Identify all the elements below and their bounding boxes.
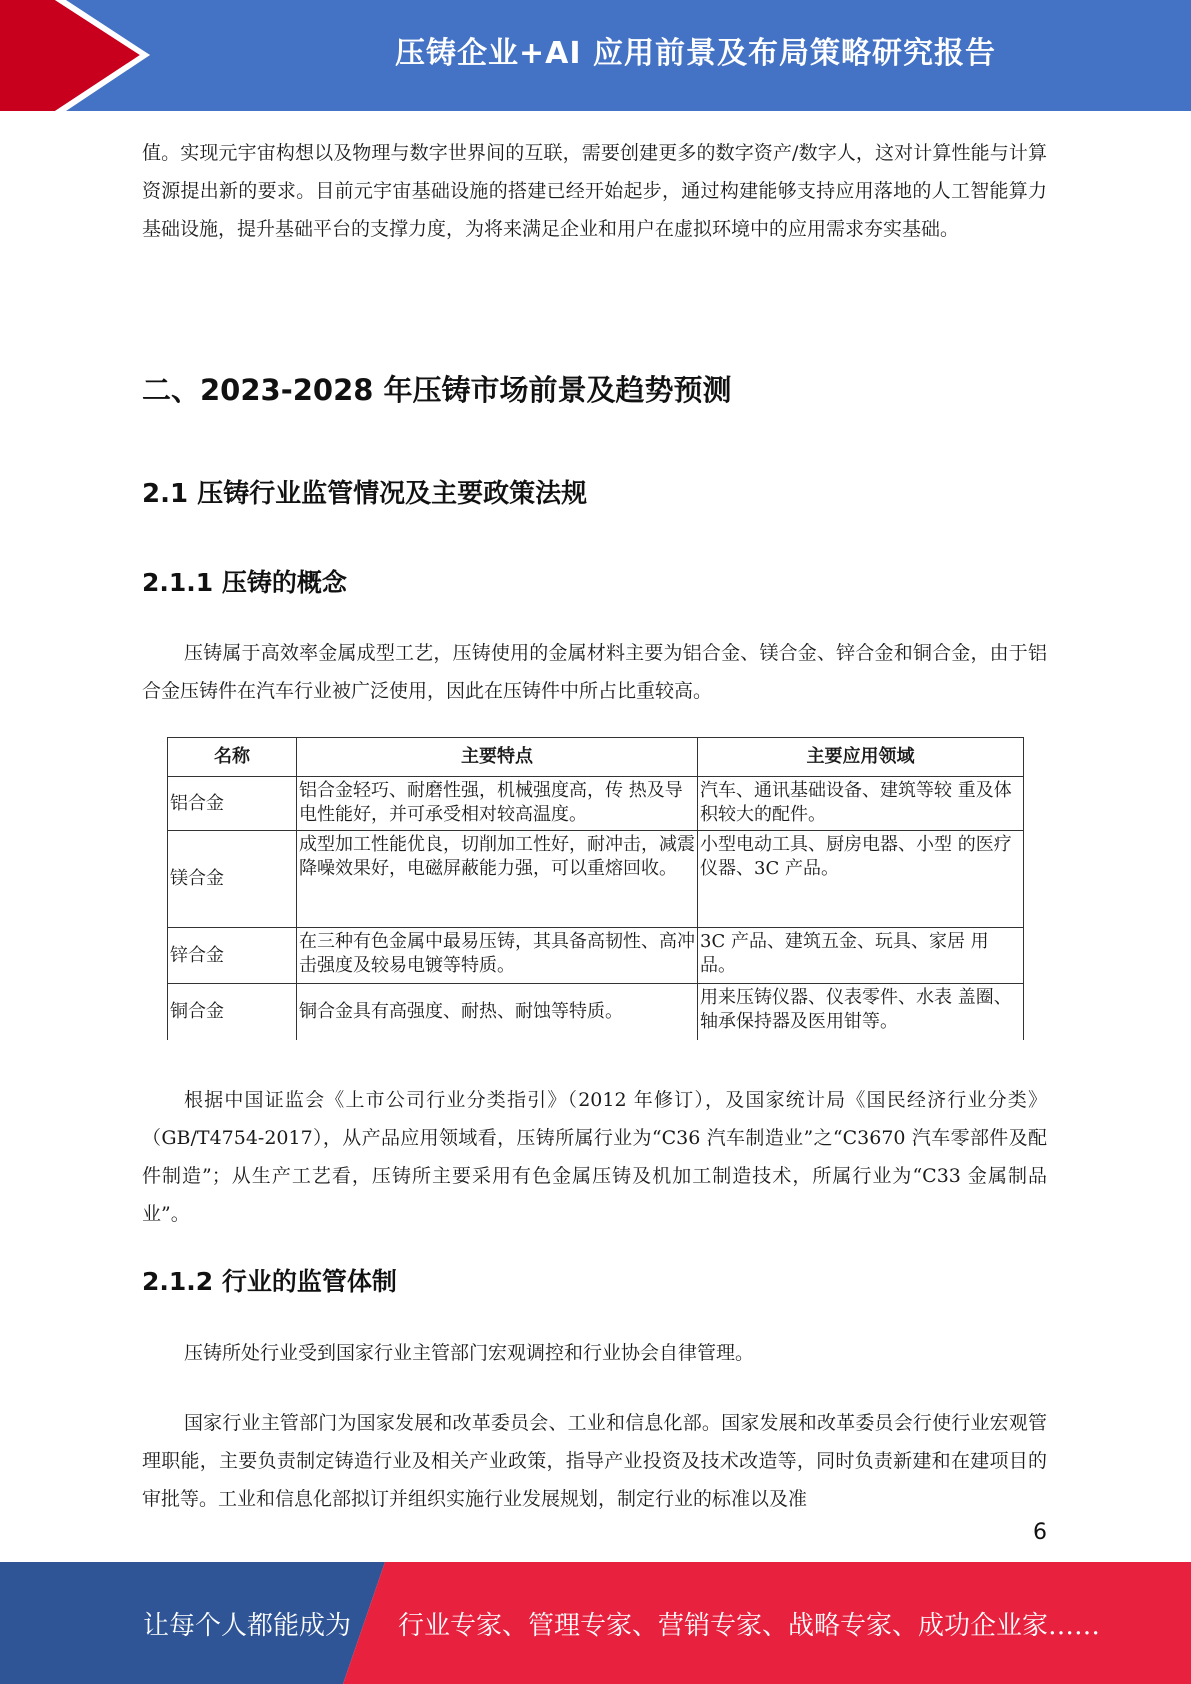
table-row <box>168 831 1024 928</box>
subsection-title: 2.1 压铸行业监管情况及主要政策法规 <box>142 479 588 509</box>
regulation-paragraph-1: 压铸所处行业受到国家行业主管部门宏观调控和行业协会自律管理。 <box>184 1342 755 1364</box>
concept-heading: 2.1.1 压铸的概念 <box>142 568 347 597</box>
footer-slogan-left: 让每个人都能成为 <box>143 1610 352 1641</box>
table-cell-applications: 用来压铸仪器、仪表零件、水表 盖圈、轴承保持器及医用钳等。 <box>698 984 1024 1040</box>
page-number: 6 <box>1033 1520 1047 1545</box>
section-title: 二、2023-2028 年压铸市场前景及趋势预测 <box>142 373 732 407</box>
table-cell-name: 镁合金 <box>168 831 297 928</box>
table-row <box>168 928 1024 984</box>
table-cell-applications: 汽车、通讯基础设备、建筑等较 重及体积较大的配件。 <box>698 777 1024 831</box>
intro-paragraph: 值。实现元宇宙构想以及物理与数字世界间的互联，需要创建更多的数字资产/数字人，这对计算性能与计算资源提出新的要求。目前元宇宙基础设施的搭建已经开始起步，通过构建能够支持应用落地的人工智能算力基础设施，提升基础平台的支撑力度，为将来满足企业和用户在虚拟环境中的应用需求夯实基础。 <box>142 142 1047 240</box>
regulation-heading: 2.1.2 行业的监管体制 <box>142 1267 397 1296</box>
report-title: 压铸企业+AI 应用前景及布局策略研究报告 <box>395 36 996 71</box>
table-cell-features: 铜合金具有高强度、耐热、耐蚀等特质。 <box>297 984 698 1040</box>
table-cell-features: 在三种有色金属中最易压铸，其具备高韧性、高冲击强度及较易电镀等特质。 <box>297 928 698 984</box>
table-cell-name: 铜合金 <box>168 984 297 1040</box>
table-header-cell: 主要特点 <box>297 738 698 777</box>
alloy-table <box>167 737 1024 1040</box>
table-cell-name: 锌合金 <box>168 928 297 984</box>
header-arrow-decoration <box>0 0 160 111</box>
table-cell-applications: 3C 产品、建筑五金、玩具、家居 用品。 <box>698 928 1024 984</box>
concept-paragraph: 压铸属于高效率金属成型工艺，压铸使用的金属材料主要为铝合金、镁合金、锌合金和铜合金，由于铝合金压铸件在汽车行业被广泛使用，因此在压铸件中所占比重较高。 <box>142 642 1047 702</box>
classification-paragraph: 根据中国证监会《上市公司行业分类指引》（2012 年修订），及国家统计局《国民经济行业分类》（GB/T4754-2017），从产品应用领域看，压铸所属行业为“C36 汽车制造业”之“C3670 汽车零部件及配件制造”；从生产工艺看，压铸所主要采用有色金属压铸及机加工制造技术，所属行业为“C33 金属制品业”。 <box>142 1089 1047 1225</box>
table-cell-features: 铝合金轻巧、耐磨性强，机械强度高，传 热及导电性能好，并可承受相对较高温度。 <box>297 777 698 831</box>
table-cell-name: 铝合金 <box>168 777 297 831</box>
table-header-row <box>168 738 1024 777</box>
table-cell-applications: 小型电动工具、厨房电器、小型 的医疗仪器、3C 产品。 <box>698 831 1024 928</box>
table-header-cell: 主要应用领域 <box>698 738 1024 777</box>
page-footer <box>0 1562 1191 1684</box>
table-row <box>168 777 1024 831</box>
table-row <box>168 984 1024 1040</box>
page-header <box>0 0 1191 111</box>
table-cell-features: 成型加工性能优良，切削加工性好，耐冲击，减震降噪效果好，电磁屏蔽能力强，可以重熔回收。 <box>297 831 698 928</box>
table-header-cell: 名称 <box>168 738 297 777</box>
regulation-paragraph-2: 国家行业主管部门为国家发展和改革委员会、工业和信息化部。国家发展和改革委员会行使行业宏观管理职能，主要负责制定铸造行业及相关产业政策，指导产业投资及技术改造等，同时负责新建和在建项目的审批等。工业和信息化部拟订并组织实施行业发展规划，制定行业的标准以及准 <box>142 1412 1047 1510</box>
footer-slogan-right: 行业专家、管理专家、营销专家、战略专家、成功企业家…… <box>398 1610 1101 1641</box>
